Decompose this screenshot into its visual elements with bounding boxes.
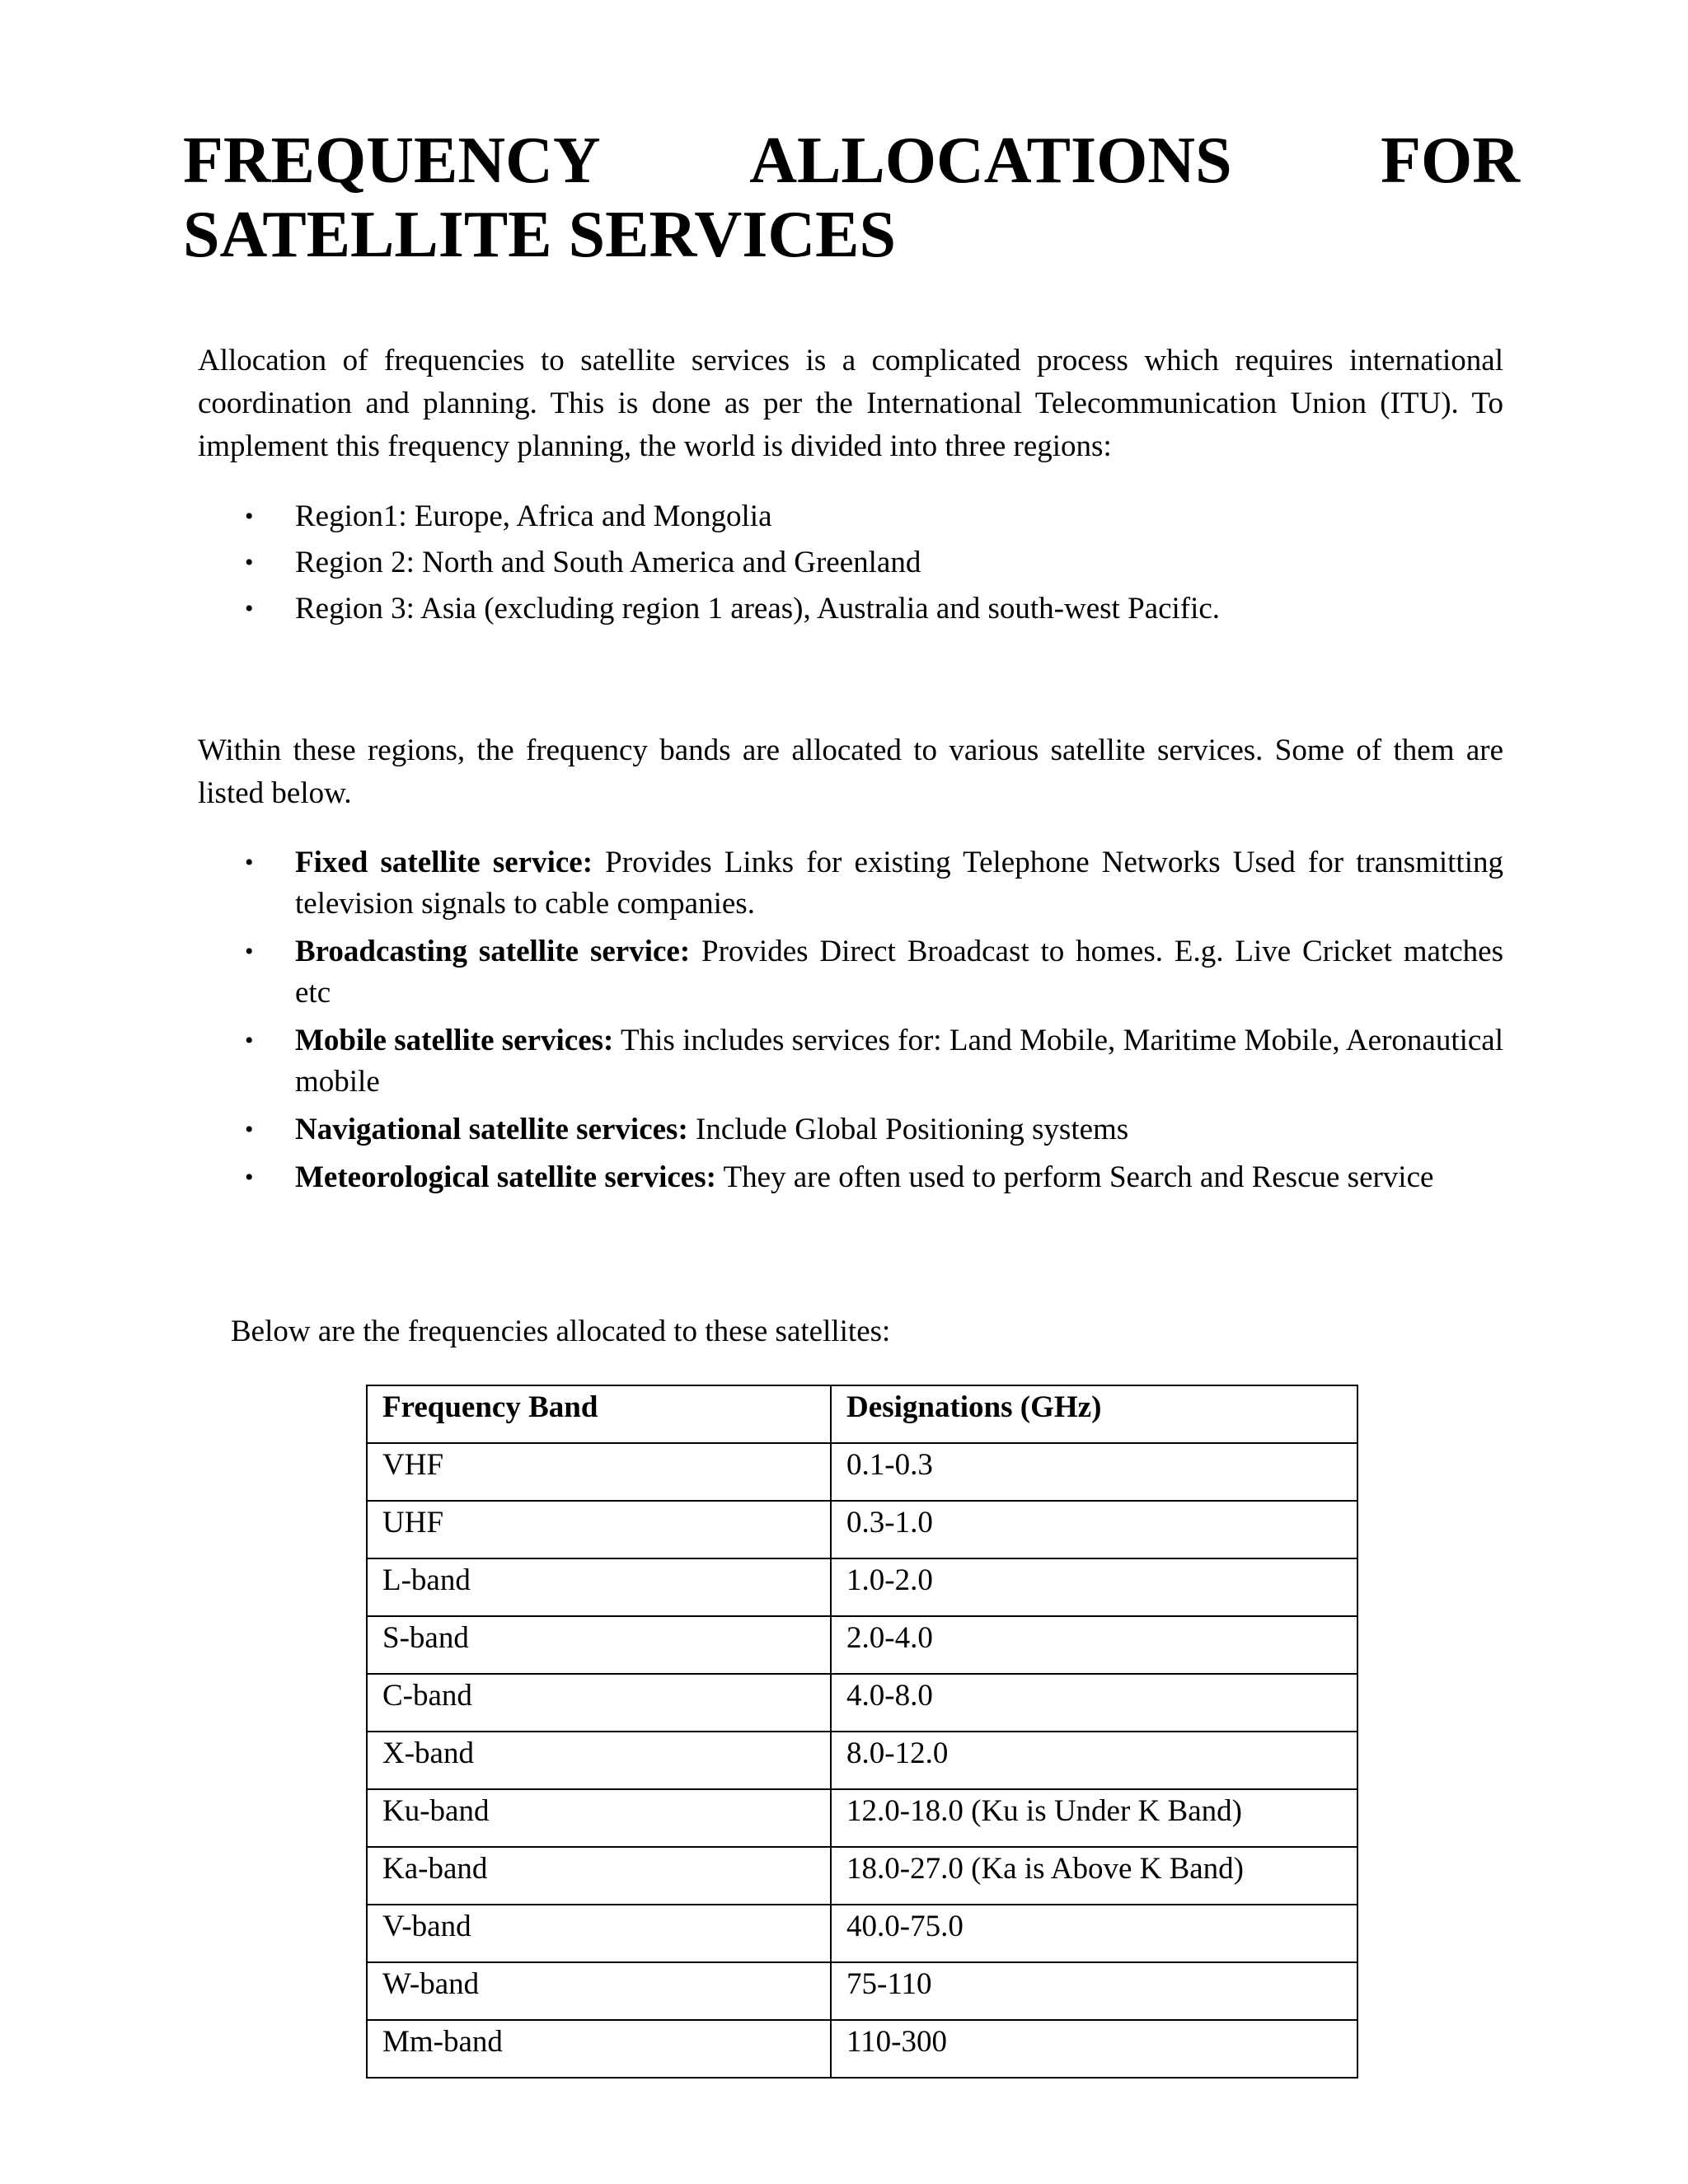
designation-cell: 0.3-1.0: [831, 1501, 1357, 1558]
region-text: Region 2: North and South America and Greenland: [295, 546, 921, 579]
within-paragraph: Within these regions, the frequency bands are allocated to various satellite services. Some of them are listed below.: [198, 733, 1503, 810]
table-row: [367, 1501, 1357, 1558]
band-cell: W-band: [367, 1962, 831, 2020]
column-header: Designations (GHz): [831, 1385, 1357, 1443]
service-name: Fixed satellite service:: [295, 846, 593, 879]
title-line-1: [183, 124, 1520, 198]
table-row: [367, 2020, 1357, 2078]
table-row: [367, 1789, 1357, 1847]
table-intro-text: Below are the frequencies allocated to these satellites:: [231, 1315, 891, 1348]
band-cell: L-band: [367, 1558, 831, 1616]
bullet-icon: •: [245, 549, 254, 576]
band-cell: Ka-band: [367, 1847, 831, 1905]
title-word: ALLOCATIONS: [749, 124, 1232, 197]
service-name: Navigational satellite services:: [295, 1113, 688, 1146]
table-row: [367, 1674, 1357, 1732]
bullet-icon: •: [245, 1027, 254, 1054]
service-text: Include Global Positioning systems: [687, 1113, 1129, 1146]
designation-cell: 18.0-27.0 (Ka is Above K Band): [831, 1847, 1357, 1905]
designation-cell: 110-300: [831, 2020, 1357, 2078]
designation-cell: 4.0-8.0: [831, 1674, 1357, 1732]
services-list: [198, 842, 1503, 1205]
list-item: [198, 496, 1503, 537]
list-item: [198, 931, 1503, 1014]
service-name: Mobile satellite services:: [295, 1024, 614, 1057]
service-text: This includes services for: Land Mobile, Maritime Mobile, Aeronautical mobile: [295, 1024, 1503, 1099]
bullet-icon: •: [245, 938, 254, 965]
table-row: [367, 1558, 1357, 1616]
list-item: [198, 1109, 1503, 1151]
table-header-row: [367, 1385, 1357, 1443]
regions-list: [198, 496, 1503, 635]
service-name: Meteorological satellite services:: [295, 1160, 716, 1194]
intro-paragraph: Allocation of frequencies to satellite services is a complicated process which requires international coordination and planning. This is done as per the International Telecommunication Union (ITU). To implement this frequency planning, the world is divided into three regions:: [198, 344, 1503, 463]
band-cell: X-band: [367, 1732, 831, 1789]
band-cell: VHF: [367, 1443, 831, 1501]
list-item: [198, 1020, 1503, 1103]
band-cell: C-band: [367, 1674, 831, 1732]
page-title: [183, 124, 1520, 272]
band-cell: S-band: [367, 1616, 831, 1674]
service-name: Broadcasting satellite service:: [295, 935, 691, 968]
table-row: [367, 1732, 1357, 1789]
column-header: Frequency Band: [367, 1385, 831, 1443]
bullet-icon: •: [245, 503, 254, 530]
designation-cell: 2.0-4.0: [831, 1616, 1357, 1674]
bullet-icon: •: [245, 849, 254, 876]
table-row: [367, 1443, 1357, 1501]
frequency-table: [366, 1385, 1358, 2079]
band-cell: Mm-band: [367, 2020, 831, 2078]
title-word: FOR: [1381, 124, 1520, 197]
region-text: Region 3: Asia (excluding region 1 areas), Australia and south-west Pacific.: [295, 592, 1221, 626]
service-text: They are often used to perform Search and Rescue service: [715, 1160, 1434, 1194]
band-cell: Ku-band: [367, 1789, 831, 1847]
bullet-icon: •: [245, 595, 254, 622]
title-word: FREQUENCY: [183, 124, 601, 197]
designation-cell: 1.0-2.0: [831, 1558, 1357, 1616]
table-row: [367, 1616, 1357, 1674]
title-line-2: SATELLITE SERVICES: [183, 199, 896, 271]
designation-cell: 0.1-0.3: [831, 1443, 1357, 1501]
designation-cell: 8.0-12.0: [831, 1732, 1357, 1789]
bullet-icon: •: [245, 1164, 254, 1191]
list-item: [198, 542, 1503, 583]
list-item: [198, 588, 1503, 630]
table-row: [367, 1962, 1357, 2020]
table-row: [367, 1905, 1357, 1962]
list-item: [198, 1157, 1503, 1198]
designation-cell: 75-110: [831, 1962, 1357, 2020]
service-text: Provides Direct Broadcast to homes. E.g. Live Cricket matches etc: [295, 935, 1503, 1010]
designation-cell: 40.0-75.0: [831, 1905, 1357, 1962]
band-cell: V-band: [367, 1905, 831, 1962]
designation-cell: 12.0-18.0 (Ku is Under K Band): [831, 1789, 1357, 1847]
list-item: [198, 842, 1503, 925]
bullet-icon: •: [245, 1116, 254, 1143]
band-cell: UHF: [367, 1501, 831, 1558]
region-text: Region1: Europe, Africa and Mongolia: [295, 499, 772, 533]
service-text: Provides Links for existing Telephone Networks Used for transmitting television signals to cable companies.: [295, 846, 1503, 921]
table-row: [367, 1847, 1357, 1905]
